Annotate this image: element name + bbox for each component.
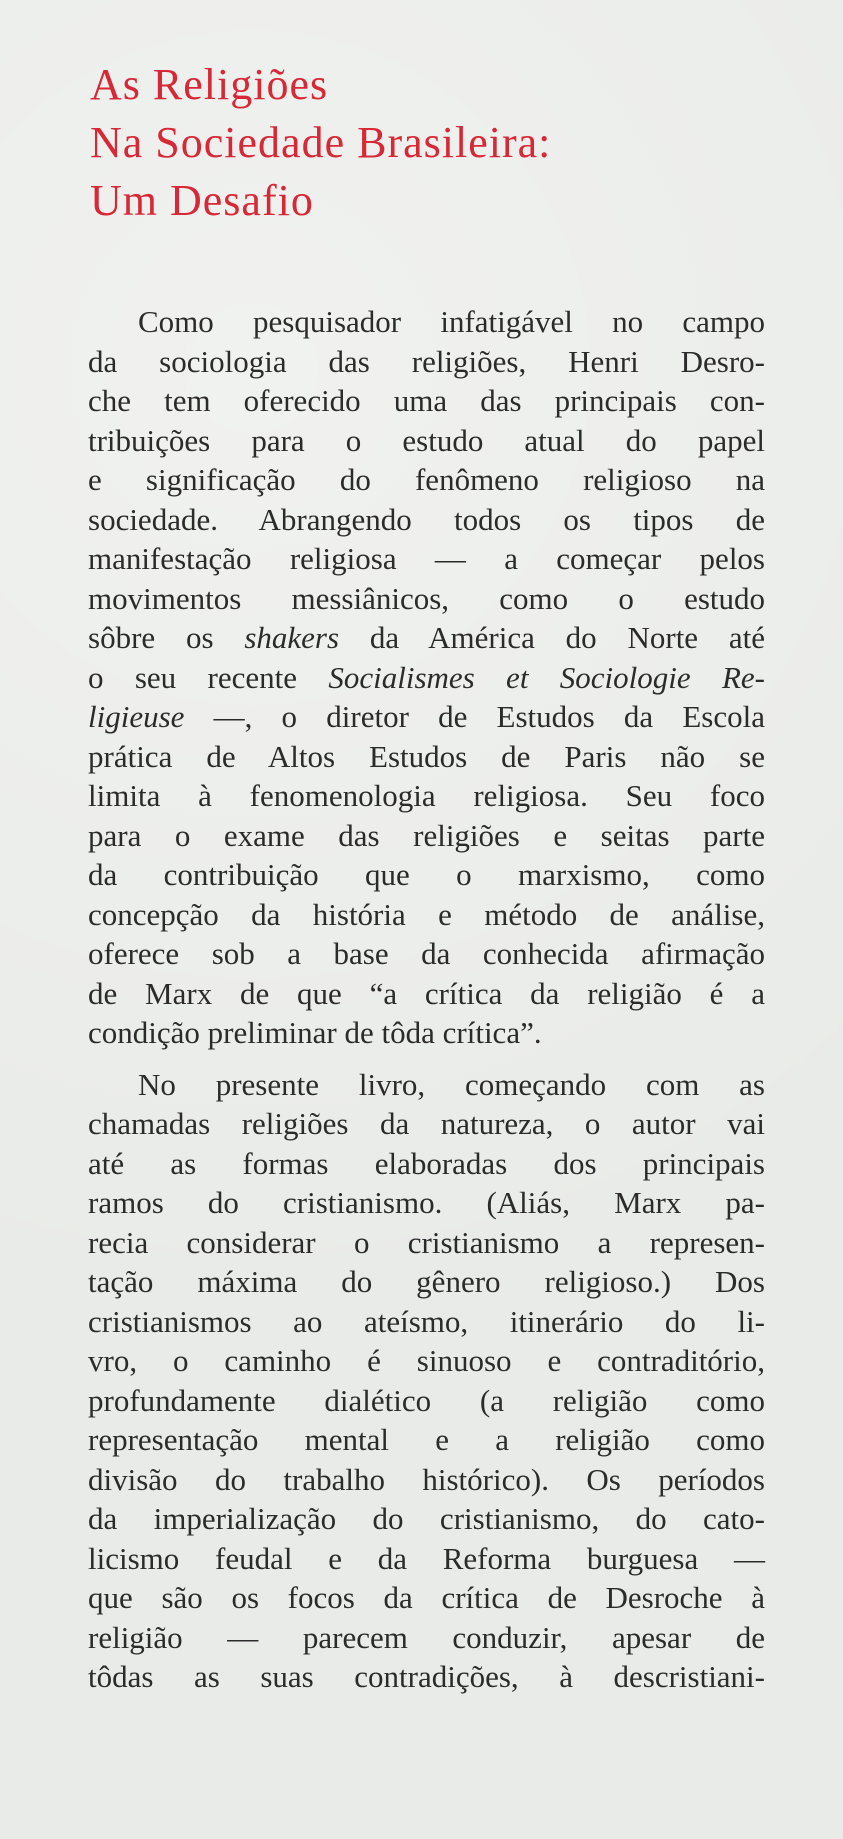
text-line: cristianismos ao ateísmo, itinerário do li-: [88, 1303, 765, 1339]
text-line-with-italic: sôbre os shakers da América do Norte até: [88, 620, 765, 655]
text-line: da imperialização do cristianismo, do cato-: [88, 1501, 765, 1536]
text-line: de Marx de que “a crítica da religião é a: [88, 975, 765, 1011]
italic-title-fragment: ligieuse: [88, 699, 185, 734]
text-line: religião — parecem conduzir, apesar de: [88, 1619, 765, 1655]
text-line: concepção da história e método de análise,: [88, 896, 765, 932]
text-line: oferece sob a base da conhecida afirmação: [88, 936, 765, 971]
text-line: recia considerar o cristianismo a represen-: [88, 1224, 765, 1260]
text-line: vro, o caminho é sinuoso e contraditório,: [88, 1343, 765, 1378]
text-line: licismo feudal e da Reforma burguesa —: [88, 1540, 765, 1576]
title-line: As Religiões: [90, 60, 329, 109]
text-line: condição preliminar de tôda crítica”.: [88, 1015, 542, 1050]
text-line: tôdas as suas contradições, à descristiani-: [88, 1659, 765, 1694]
text-line: da sociologia das religiões, Henri Desro-: [88, 343, 765, 379]
text-line-with-italic: ligieuse —, o diretor de Estudos da Escola: [88, 699, 765, 734]
title-line: Um Desafio: [90, 176, 314, 225]
text-line: representação mental e a religião como: [88, 1422, 765, 1457]
body-text: [88, 302, 765, 1697]
italic-title-fragment: shakers: [244, 620, 340, 655]
page-title: [90, 56, 551, 230]
text-line: che tem oferecido uma das principais con-: [88, 383, 765, 418]
text-line: prática de Altos Estudos de Paris não se: [88, 738, 765, 774]
title-line: Na Sociedade Brasileira:: [90, 118, 552, 167]
text-line: chamadas religiões da natureza, o autor vai: [88, 1106, 765, 1141]
text-line: da contribuição que o marxismo, como: [88, 857, 765, 892]
text-line: No presente livro, começando com as: [138, 1066, 765, 1102]
text-line: limita à fenomenologia religiosa. Seu foco: [88, 778, 765, 813]
text-line: tação máxima do gênero religioso.) Dos: [88, 1264, 765, 1299]
text-line: tribuições para o estudo atual do papel: [88, 422, 765, 458]
text-line: e significação do fenômeno religioso na: [88, 462, 765, 497]
italic-title-fragment: Socialismes et Sociologie Re-: [328, 659, 766, 695]
text-line-with-italic: o seu recente Socialismes et Sociologie Re-: [88, 659, 766, 695]
text-line: que são os focos da crítica de Desroche à: [88, 1580, 765, 1615]
text-line: até as formas elaboradas dos principais: [88, 1145, 765, 1181]
text-line: manifestação religiosa — a começar pelos: [88, 541, 765, 576]
paragraph-1: [88, 302, 765, 1053]
text-line: para o exame das religiões e seitas parte: [88, 817, 765, 853]
text-line: profundamente dialético (a religião como: [88, 1382, 765, 1418]
text-line: movimentos messiânicos, como o estudo: [88, 580, 765, 616]
paragraph-2: [88, 1065, 765, 1697]
text-line: ramos do cristianismo. (Aliás, Marx pa-: [88, 1185, 765, 1220]
text-line: divisão do trabalho histórico). Os períodos: [88, 1461, 765, 1497]
text-line: sociedade. Abrangendo todos os tipos de: [88, 501, 765, 537]
text-line: Como pesquisador infatigável no campo: [138, 304, 765, 339]
